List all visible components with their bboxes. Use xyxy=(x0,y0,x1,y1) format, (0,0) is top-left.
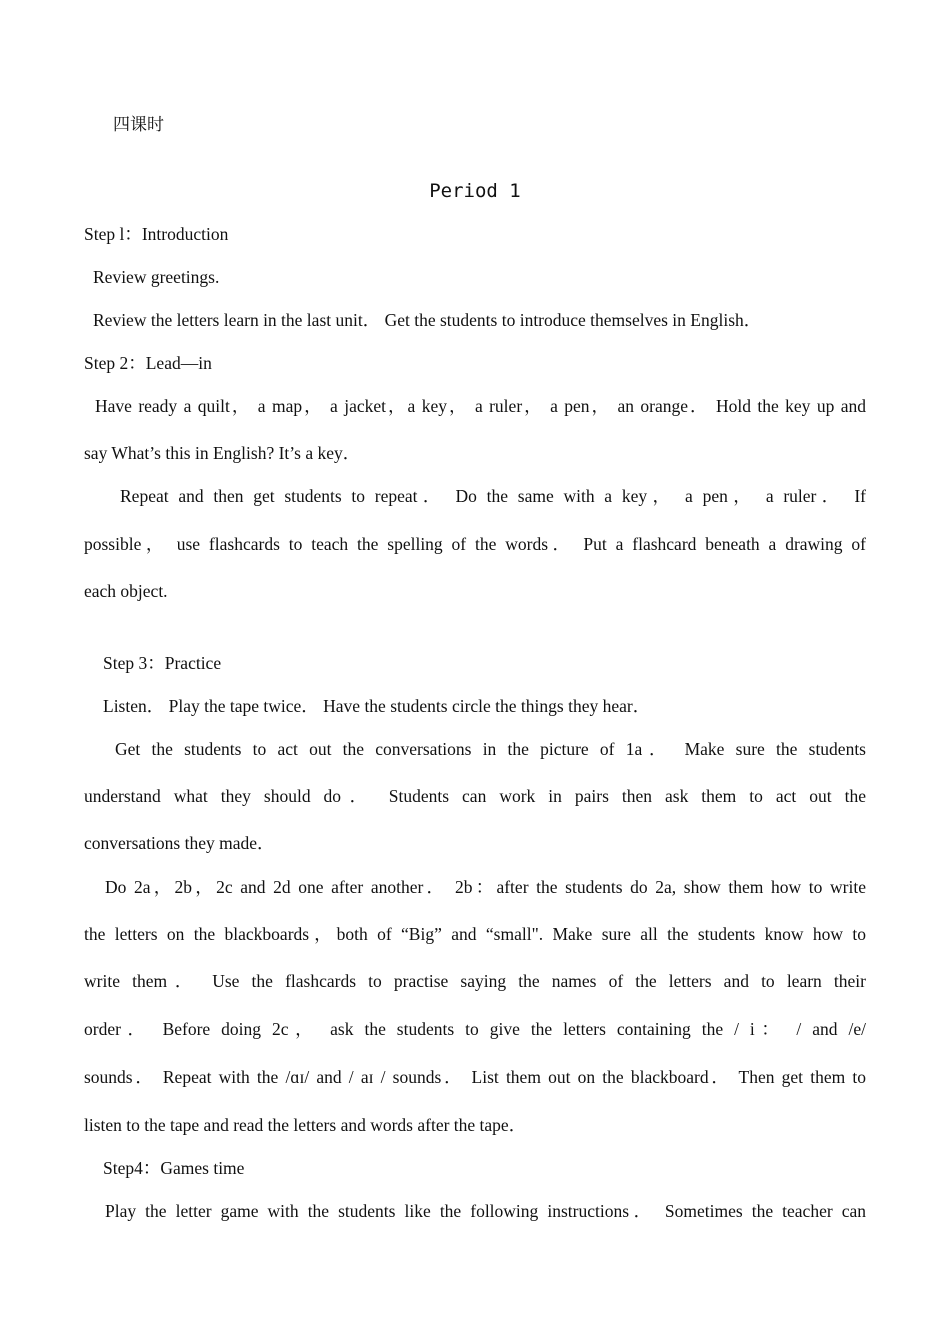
paragraph-line: each object. xyxy=(84,581,168,601)
paragraph-line: Repeat and then get students to repeat． Do the same with a key， a pen， a ruler． If xyxy=(120,486,866,506)
paragraph-line: sounds． Repeat with the /ɑɪ/ and / aɪ / sounds． List them out on the blackboard． Then get them to xyxy=(84,1067,866,1087)
step-3-heading: Step 3：Practice xyxy=(103,653,222,673)
paragraph-line: order． Before doing 2c， ask the students to give the letters containing the / i： / and /e/ xyxy=(84,1019,866,1039)
paragraph-line: understand what they should do． Students can work in pairs then ask them to act out the xyxy=(84,786,866,806)
paragraph-line: Play the letter game with the students like the following instructions． Sometimes the teacher can xyxy=(105,1201,866,1221)
period-title: Period 1 xyxy=(429,180,521,202)
paragraph-line: Do 2a，2b，2c and 2d one after another． 2b：after the students do 2a, show them how to write xyxy=(105,877,866,897)
paragraph-line: write them． Use the flashcards to practise saying the names of the letters and to learn their xyxy=(84,971,866,991)
step-4-heading: Step4：Games time xyxy=(103,1158,245,1178)
paragraph-line: say What’s this in English? It’s a key． xyxy=(84,443,361,463)
paragraph-line: the letters on the blackboards，both of “Big” and “small". Make sure all the students know how to xyxy=(84,924,866,944)
lesson-count-header: 四课时 xyxy=(113,115,164,135)
paragraph-line: possible， use flashcards to teach the spelling of the words． Put a flashcard beneath a drawing of xyxy=(84,534,866,554)
paragraph-line: Review the letters learn in the last unit． Get the students to introduce themselves in English． xyxy=(93,310,762,330)
step-2-heading: Step 2：Lead—in xyxy=(84,353,212,373)
step-1-heading: Step l：Introduction xyxy=(84,224,229,244)
paragraph-line: Listen． Play the tape twice． Have the students circle the things they hear． xyxy=(103,696,651,716)
paragraph-line: Review greetings. xyxy=(93,267,220,287)
paragraph-line: conversations they made． xyxy=(84,833,275,853)
paragraph-line: Have ready a quilt， a map， a jacket，a key， a ruler， a pen， an orange． Hold the key up and xyxy=(95,396,866,416)
paragraph-line: listen to the tape and read the letters and words after the tape． xyxy=(84,1115,527,1135)
paragraph-line: Get the students to act out the conversations in the picture of 1a． Make sure the students xyxy=(115,739,866,759)
